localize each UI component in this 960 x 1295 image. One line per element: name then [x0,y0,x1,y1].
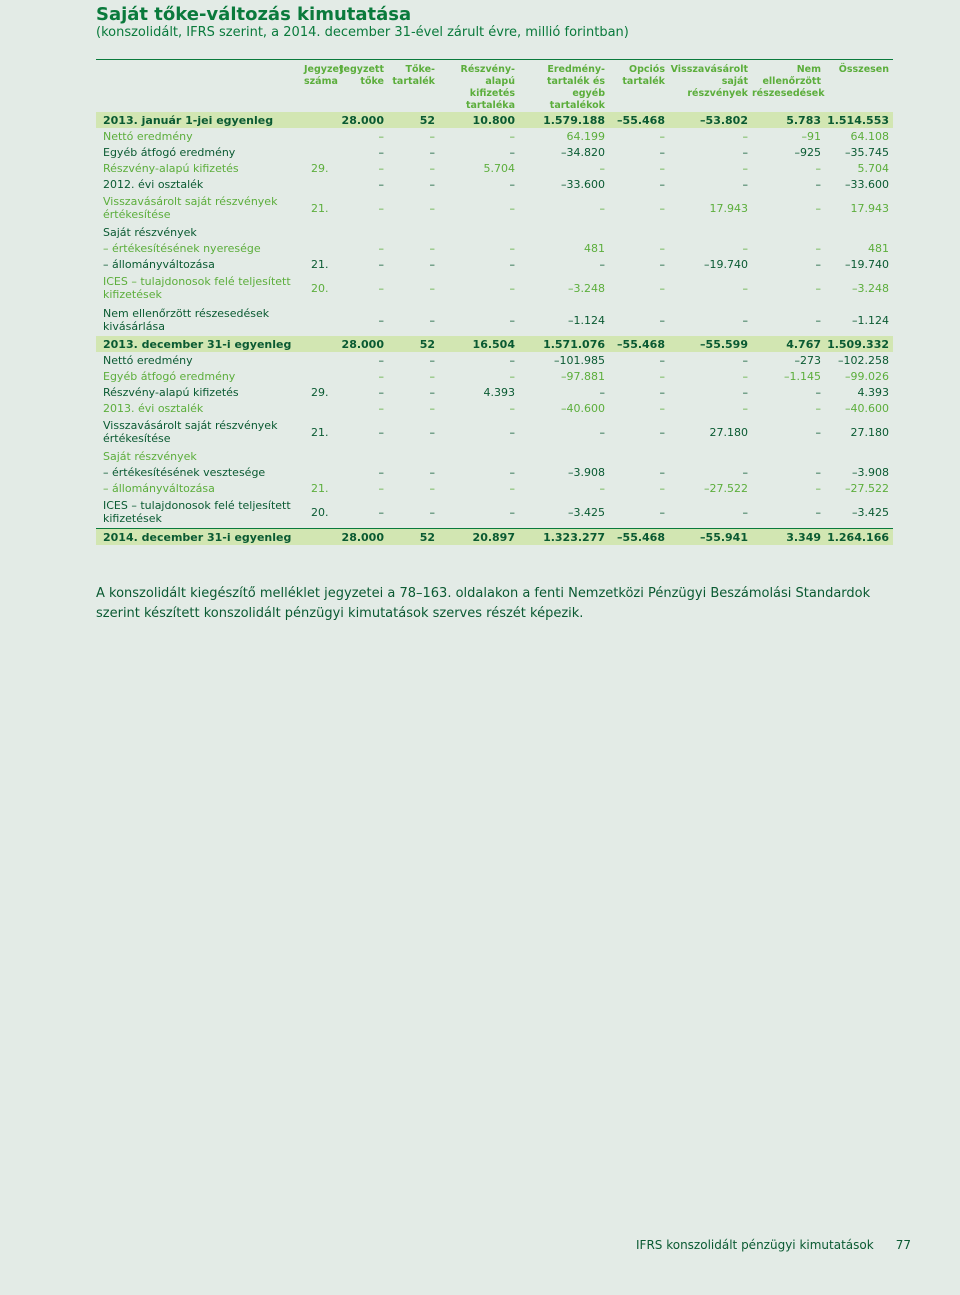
note-ref [304,400,336,416]
table-cell [609,448,669,464]
table-cell: 16.504 [439,336,519,352]
table-cell: – [509,177,515,191]
row-label: Saját részvények [103,225,197,239]
table-cell: –97.881 [561,369,605,383]
note-ref: 29. [311,385,329,399]
table-cell: – [659,257,665,271]
table-cell: – [599,385,605,399]
table-cell: – [742,241,748,255]
table-cell: – [742,313,748,327]
table-cell: – [659,161,665,175]
table-cell: – [429,481,435,495]
table-cell: –55.468 [609,529,669,546]
page-title: Saját tőke-változás kimutatása [96,4,412,25]
table-cell: – [509,401,515,415]
table-cell: – [815,281,821,295]
table-cell: – [429,313,435,327]
note-ref [304,464,336,480]
table-cell: – [509,257,515,271]
note-ref [304,176,336,192]
table-row [96,529,893,546]
table-cell: – [509,465,515,479]
table-cell: –273 [794,353,821,367]
table-cell: –925 [794,145,821,159]
row-label: – állományváltozása [103,257,215,271]
table-row [96,112,893,128]
table-cell: – [742,281,748,295]
table-cell: –3.248 [852,281,889,295]
table-cell: –55.599 [669,336,752,352]
table-cell: –55.468 [609,336,669,352]
table-cell: – [429,257,435,271]
row-label: – értékesítésének nyeresége [103,241,261,255]
table-cell: – [509,201,515,215]
row-label: Egyéb átfogó eredmény [103,145,236,159]
note-ref: 21. [311,425,329,439]
table-cell: – [659,425,665,439]
table-cell: – [742,161,748,175]
table-cell: 28.000 [336,112,388,128]
table-cell: 64.108 [850,129,889,143]
table-cell: – [509,241,515,255]
table-cell: – [742,129,748,143]
table-cell: – [429,201,435,215]
table-cell: – [659,369,665,383]
row-label: Visszavásárolt saját részvények értékesítése [103,419,278,445]
table-cell: – [378,129,384,143]
table-cell: – [378,385,384,399]
page-footer [636,1238,911,1252]
table-cell: – [429,281,435,295]
row-label: ICES – tulajdonosok felé teljesített kifizetések [103,275,291,301]
table-cell: – [815,257,821,271]
table-cell [669,448,752,464]
table-cell: – [815,385,821,399]
table-cell: – [509,425,515,439]
table-cell: –40.600 [561,401,605,415]
table-cell: –53.802 [669,112,752,128]
column-header-share-based-reserve: Részvény-alapú kifizetés tartaléka [460,64,515,111]
table-cell: – [378,281,384,295]
row-label: – állományváltozása [103,481,215,495]
table-cell: –33.600 [845,177,889,191]
row-label: – értékesítésének vesztesége [103,465,266,479]
table-cell: 52 [388,112,439,128]
table-cell: 1.509.332 [825,336,893,352]
row-label: Nettó eredmény [103,353,193,367]
table-cell: – [659,281,665,295]
table-cell: 481 [584,241,605,255]
table-cell: – [509,369,515,383]
table-row [96,416,893,448]
table-cell: 5.704 [483,161,515,175]
table-cell: – [429,129,435,143]
table-cell: – [659,385,665,399]
table-cell: – [378,201,384,215]
table-cell: 4.393 [483,385,515,399]
column-header-note: Jegyzet száma [304,64,344,87]
row-label: Nem ellenőrzött részesedések kivásárlása [103,307,270,333]
table-cell: – [815,401,821,415]
table-body [96,112,893,545]
table-row [96,304,893,336]
table-cell: –19.740 [704,257,748,271]
table-cell: – [429,177,435,191]
table-cell: –33.600 [561,177,605,191]
table-cell: – [659,401,665,415]
table-cell: – [815,313,821,327]
table-cell: – [742,353,748,367]
table-cell [439,448,519,464]
note-ref: 21. [311,257,329,271]
table-cell: – [742,177,748,191]
table-cell: – [815,465,821,479]
table-cell [669,224,752,240]
table-cell: – [815,161,821,175]
table-cell: –3.908 [852,465,889,479]
row-label: Saját részvények [103,449,197,463]
table-row [96,384,893,400]
table-cell [825,448,893,464]
table-cell: – [509,129,515,143]
table-cell: – [429,241,435,255]
table-cell: – [599,161,605,175]
table-cell: – [742,401,748,415]
note-ref [304,304,336,336]
column-header-option-reserve: Opciós tartalék [622,64,665,87]
table-cell: – [509,481,515,495]
row-label: 2013. december 31-i egyenleg [96,336,304,352]
table-cell: – [378,505,384,519]
column-header-treasury-shares: Visszavásárolt saját részvények [670,64,748,99]
table-cell: 52 [388,529,439,546]
row-label: ICES – tulajdonosok felé teljesített kifizetések [103,499,291,525]
table-cell: –34.820 [561,145,605,159]
table-cell: 1.571.076 [519,336,609,352]
table-cell: –27.522 [845,481,889,495]
table-cell: – [378,161,384,175]
table-cell: –102.258 [838,353,889,367]
note-ref: 21. [311,481,329,495]
note-ref [304,224,336,240]
table-cell [388,448,439,464]
table-cell [609,224,669,240]
note-ref: 20. [311,281,329,295]
table-cell: – [742,145,748,159]
table-cell: – [815,241,821,255]
table-cell: – [742,505,748,519]
table-header-row [96,60,893,113]
table-cell [388,224,439,240]
table-cell: –3.908 [568,465,605,479]
table-cell: – [659,177,665,191]
table-cell [752,448,825,464]
table-cell: – [659,129,665,143]
table-cell: – [509,281,515,295]
table-cell: – [815,201,821,215]
table-row [96,240,893,256]
table-cell: – [429,369,435,383]
table-cell: –55.941 [669,529,752,546]
table-cell: – [659,313,665,327]
row-label: 2012. évi osztalék [103,177,204,191]
table-row [96,272,893,304]
table-cell: – [378,401,384,415]
table-cell: – [509,505,515,519]
table-cell: 4.393 [857,385,889,399]
table-cell: – [815,177,821,191]
table-cell: 52 [388,336,439,352]
table-row [96,160,893,176]
table-cell: – [815,481,821,495]
table-row [96,352,893,368]
column-header [96,60,304,113]
table-cell: – [659,241,665,255]
table-cell [519,224,609,240]
table-cell: – [659,505,665,519]
table-cell: –1.124 [852,313,889,327]
table-cell: 17.943 [709,201,748,215]
table-cell: – [599,425,605,439]
table-cell: 1.514.553 [825,112,893,128]
table-row [96,336,893,352]
table-cell: – [378,257,384,271]
table-row [96,224,893,240]
row-label: 2014. december 31-i egyenleg [96,529,304,546]
table-row [96,128,893,144]
table-row [96,464,893,480]
table-cell: – [378,425,384,439]
table-cell: –3.425 [852,505,889,519]
table-cell: –1.145 [784,369,821,383]
table-cell: –19.740 [845,257,889,271]
table-cell: 5.783 [752,112,825,128]
table-row [96,400,893,416]
table-cell: – [378,353,384,367]
table-cell: 481 [868,241,889,255]
table-cell: –27.522 [704,481,748,495]
table-cell: – [378,145,384,159]
table-cell [519,448,609,464]
table-row [96,480,893,496]
row-label: Részvény-alapú kifizetés [103,161,239,175]
note-ref [304,112,336,128]
table-cell: 1.323.277 [519,529,609,546]
table-cell: –55.468 [609,112,669,128]
table-cell: –40.600 [845,401,889,415]
table-cell: 3.349 [752,529,825,546]
table-cell: 5.704 [857,161,889,175]
table-cell: –3.425 [568,505,605,519]
table-cell: – [742,385,748,399]
table-cell: – [378,241,384,255]
table-cell: 20.897 [439,529,519,546]
table-cell: –91 [801,129,821,143]
table-cell: –99.026 [845,369,889,383]
table-cell: 4.767 [752,336,825,352]
table-cell: –35.745 [845,145,889,159]
table-row [96,368,893,384]
table-cell: – [509,145,515,159]
row-label: Egyéb átfogó eredmény [103,369,236,383]
table-row [96,144,893,160]
table-cell [825,224,893,240]
table-cell [439,224,519,240]
row-label: Részvény-alapú kifizetés [103,385,239,399]
note-ref: 21. [311,201,329,215]
table-cell: – [429,145,435,159]
table-cell: – [599,257,605,271]
equity-table [96,59,893,545]
row-label: 2013. évi osztalék [103,401,204,415]
column-header-total: Összesen [838,64,889,75]
footnote: A konszolidált kiegészítő melléklet jegyzetei a 78–163. oldalakon a fenti Nemzetközi Pénzügyi Beszámolási Standardok szerint készített konszolidált pénzügyi kimutatások szerves részét képezik. [96,586,871,621]
note-ref: 20. [311,505,329,519]
note-ref [304,368,336,384]
table-cell: – [599,201,605,215]
table-cell: – [659,145,665,159]
table-cell: – [429,385,435,399]
note-ref [304,352,336,368]
note-ref [304,240,336,256]
table-cell [336,448,388,464]
table-row [96,256,893,272]
table-cell: 64.199 [566,129,605,143]
table-cell: – [378,465,384,479]
table-cell: – [429,505,435,519]
row-label: Visszavásárolt saját részvények értékesítése [103,195,278,221]
column-header-retained-earnings: Eredmény-tartalék és egyéb tartalékok [546,64,605,111]
table-cell: –3.248 [568,281,605,295]
table-cell: – [509,353,515,367]
table-cell: 27.180 [709,425,748,439]
table-cell: – [378,481,384,495]
table-cell: – [815,505,821,519]
note-ref [304,448,336,464]
note-ref [304,336,336,352]
table-cell: – [429,465,435,479]
table-row [96,496,893,529]
table-cell: – [742,369,748,383]
table-cell [752,224,825,240]
table-cell: – [509,313,515,327]
table-row [96,176,893,192]
column-header-capital-reserve: Tőke-tartalék [392,64,435,87]
table-cell: – [599,481,605,495]
note-ref [304,529,336,546]
table-cell: – [378,313,384,327]
table-cell: 1.579.188 [519,112,609,128]
table-cell: – [815,425,821,439]
table-cell: 28.000 [336,529,388,546]
table-cell: 1.264.166 [825,529,893,546]
table-cell [336,224,388,240]
table-cell: – [429,161,435,175]
row-label: 2013. január 1-jei egyenleg [96,112,304,128]
table-cell: – [378,177,384,191]
table-cell: – [429,353,435,367]
table-cell: 17.943 [850,201,889,215]
table-row [96,448,893,464]
column-header-share-capital: Jegyzett tőke [339,64,384,87]
table-cell: – [659,353,665,367]
page-number: 77 [895,1238,911,1252]
note-ref: 29. [311,161,329,175]
table-cell: –1.124 [568,313,605,327]
table-cell: 27.180 [850,425,889,439]
table-cell: – [429,401,435,415]
table-cell: – [429,425,435,439]
table-cell: – [659,481,665,495]
table-cell: 10.800 [439,112,519,128]
footer-label: IFRS konszolidált pénzügyi kimutatások [636,1238,874,1252]
table-row [96,192,893,224]
note-ref [304,128,336,144]
note-ref [304,144,336,160]
row-label: Nettó eredmény [103,129,193,143]
table-cell: – [659,201,665,215]
table-cell: – [742,465,748,479]
table-cell: – [378,369,384,383]
page-subtitle: (konszolidált, IFRS szerint, a 2014. december 31-ével zárult évre, millió forintban) [96,25,629,40]
column-header-non-controlling: Nem ellenőrzött részesedések [752,64,825,99]
table-cell: – [659,465,665,479]
table-cell: –101.985 [554,353,605,367]
table-cell: 28.000 [336,336,388,352]
